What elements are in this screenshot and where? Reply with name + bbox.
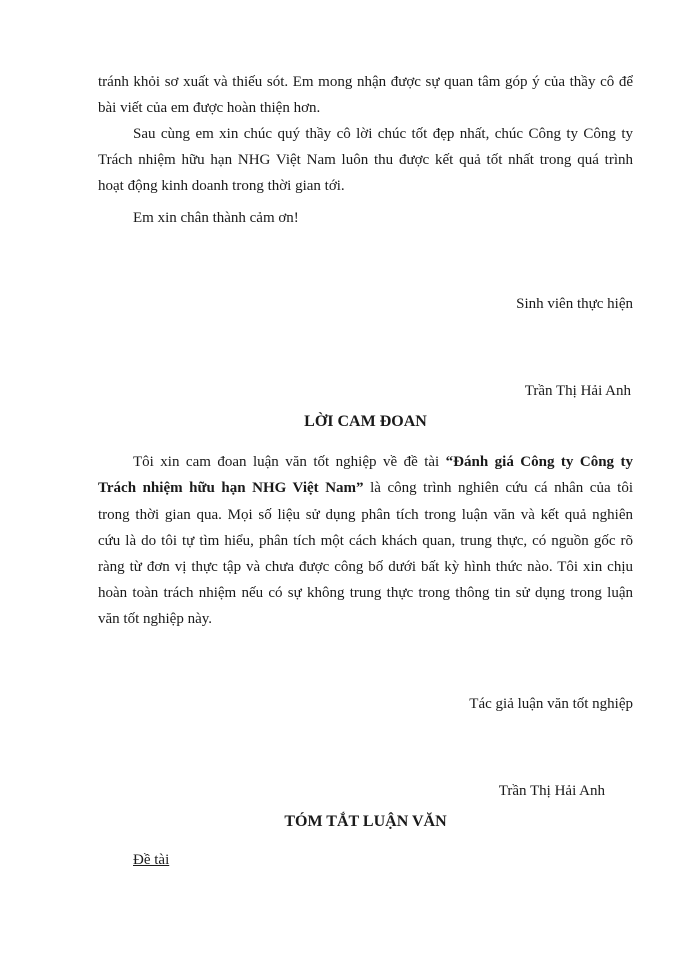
declaration-line-6: hoàn toàn trách nhiệm nếu có sự không trung thực trong thông tin sử dụng trong luận (98, 585, 633, 601)
declaration-topic-part-2: Trách nhiệm hữu hạn NHG Việt Nam” (98, 480, 364, 496)
ack-line-1: tránh khỏi sơ xuất và thiếu sót. Em mong nhận được sự quan tâm góp ý của thầy cô để (98, 74, 633, 90)
document-page (98, 0, 633, 960)
ack-signature-name: Trần Thị Hải Anh (524, 383, 631, 399)
declaration-line-4: cứu là do tôi tự tìm hiểu, phân tích một cách khách quan, trung thực, có nguồn gốc rõ (98, 533, 633, 549)
declaration-line-2 (98, 478, 633, 498)
summary-subheading: Đề tài (133, 852, 170, 868)
declaration-line-5: ràng từ đơn vị thực tập và chưa được công bố dưới bất kỳ hình thức nào. Tôi xin chịu (98, 559, 633, 575)
summary-subheading-line (98, 850, 633, 870)
ack-line-2: bài viết của em được hoàn thiện hơn. (98, 100, 321, 116)
ack-signature-role: Sinh viên thực hiện (516, 296, 633, 312)
declaration-signature-role: Tác giả luận văn tốt nghiệp (469, 696, 633, 712)
closing-line-1: Sau cùng em xin chúc quý thầy cô lời chúc tốt đẹp nhất, chúc Công ty Công ty (133, 126, 633, 142)
declaration-line-3: trong thời gian qua. Mọi số liệu sử dụng phân tích trong luận văn và kết quả nghiên (98, 507, 633, 523)
declaration-line-1-prefix: Tôi xin cam đoan luận văn tốt nghiệp về đề tài (133, 454, 446, 470)
summary-title: TÓM TẮT LUẬN VĂN (284, 813, 447, 830)
declaration-signature-name: Trần Thị Hải Anh (498, 783, 605, 799)
thanks-line: Em xin chân thành cảm ơn! (133, 210, 299, 226)
declaration-topic-part-1: “Đánh giá Công ty Công ty (445, 454, 634, 470)
closing-line-3: hoạt động kinh doanh trong thời gian tới. (98, 178, 345, 194)
declaration-line-7: văn tốt nghiệp này. (98, 611, 213, 627)
closing-line-2: Trách nhiệm hữu hạn NHG Việt Nam luôn thu được kết quả tốt nhất trong quá trình (98, 152, 633, 168)
declaration-line-2-suffix: là công trình nghiên cứu cá nhân của tôi (363, 480, 633, 496)
declaration-line-1 (98, 452, 633, 472)
declaration-title: LỜI CAM ĐOAN (304, 413, 427, 430)
